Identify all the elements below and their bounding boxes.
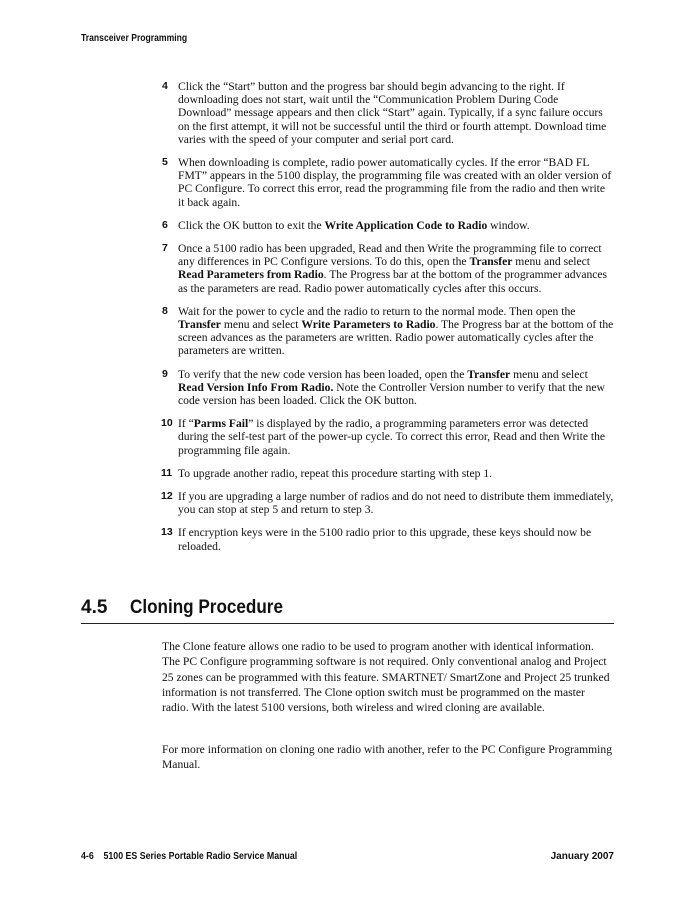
procedure-step: [162, 526, 614, 552]
step-text: Click the “Start” button and the progress bar should begin advancing to the right. If downloading does not start, wait until the “Communication Problem During Code Download” message appears and then click “Start” again. Typically, if a sync failure occurs on the first attempt, it will not be successful until the third or fourth attempt. Download time varies with the speed of your computer and serial port card.: [178, 80, 607, 146]
step-text: . The Progress bar at the bottom of the programmer advances as the parameters are read. Radio power automatically cycles after this occurs.: [178, 268, 608, 295]
step-text: If you are upgrading a large number of radios and do not need to distribute them immediately, you can stop at step 5 and return to step 3.: [178, 490, 614, 517]
step-text: Wait for the power to cycle and the radio to return to the normal mode. Then open the: [178, 304, 576, 318]
step-text: If “: [178, 417, 194, 431]
step-number: 12: [161, 490, 173, 503]
section-paragraph: For more information on cloning one radio with another, refer to the PC Configure Programming Manual.: [162, 743, 612, 772]
manual-title: 5100 ES Series Portable Radio Service Manual: [103, 851, 298, 862]
procedure-step: [162, 242, 614, 295]
step-text: If encryption keys were in the 5100 radio prior to this upgrade, these keys should now be reloaded.: [178, 526, 592, 553]
step-number: 9: [162, 367, 168, 380]
step-number: 4: [162, 80, 168, 92]
publication-date: January 2007: [550, 851, 614, 862]
step-bold-term: Transfer: [178, 318, 221, 332]
procedure-step: [162, 80, 614, 146]
step-text: ” is displayed by the radio, a programming parameters error was detected during the self-test part of the power-up cycle. To correct this error, Read and then Write the programming file again.: [178, 417, 606, 457]
step-number: 7: [162, 242, 168, 255]
step-number: 8: [162, 304, 168, 317]
step-number: 5: [162, 156, 168, 169]
step-text: Click the OK button to exit the: [178, 218, 325, 232]
step-text: . The Progress bar at the bottom of the screen advances as the parameters are written. Radio power automatically cycles after the parameters are written.: [178, 318, 614, 358]
step-text: Note the Controller Version number to verify that the new code version has been loaded. Click the OK button.: [178, 380, 605, 408]
step-number: 11: [161, 466, 173, 479]
step-bold-term: Transfer: [467, 367, 511, 381]
step-text: To upgrade another radio, repeat this procedure starting with step 1.: [178, 466, 493, 480]
section-title: Cloning Procedure: [130, 597, 283, 618]
step-bold-term: Write Application Code to Radio: [324, 218, 488, 232]
procedure-steps: [162, 80, 614, 563]
section-heading: [81, 597, 614, 624]
step-text: window.: [487, 218, 530, 232]
procedure-step: [162, 156, 614, 209]
step-bold-term: Write Parameters to Radio: [301, 318, 436, 332]
procedure-step: [162, 417, 614, 457]
step-text: menu and select: [510, 367, 588, 381]
step-text: menu and select: [220, 318, 302, 332]
step-bold-term: Parms Fail: [193, 417, 249, 431]
procedure-step: [162, 467, 614, 480]
step-number: 10: [161, 417, 173, 430]
step-bold-term: Read Parameters from Radio: [178, 268, 324, 282]
step-text: menu and select: [512, 255, 590, 269]
procedure-step: [162, 219, 614, 232]
step-text: To verify that the new code version has been loaded, open the: [178, 367, 468, 381]
procedure-step: [162, 368, 614, 408]
page-number: 4-6: [81, 851, 94, 862]
step-bold-term: Transfer: [469, 255, 513, 269]
procedure-step: [162, 305, 614, 358]
section-paragraph: The Clone feature allows one radio to be used to program another with identical information. The PC Configure programming software is not required. Only conventional analog and Project 25 zones can be programmed with this feature. SMARTNET/ SmartZone and Project 25 trunked information is not transferred. The Clone option switch must be programmed on the master radio. With the latest 5100 versions, both wireless and wired cloning are available.: [162, 640, 610, 715]
step-text: Once a 5100 radio has been upgraded, Read and then Write the programming file to correct any differences in PC Configure versions. To do this, open the: [178, 242, 602, 269]
step-number: 13: [161, 526, 173, 539]
procedure-step: [162, 490, 614, 516]
step-bold-term: Read Version Info From Radio.: [178, 380, 334, 394]
running-header: Transceiver Programming: [81, 33, 188, 44]
footer-left: [81, 851, 297, 862]
step-text: When downloading is complete, radio power automatically cycles. If the error “BAD FL FMT” appears in the 5100 display, the programming file was created with an older version of PC Configure. To correct this error, read the programming file from the radio and then write it back again.: [178, 156, 612, 209]
section-number: 4.5: [81, 597, 108, 618]
step-number: 6: [162, 218, 168, 231]
